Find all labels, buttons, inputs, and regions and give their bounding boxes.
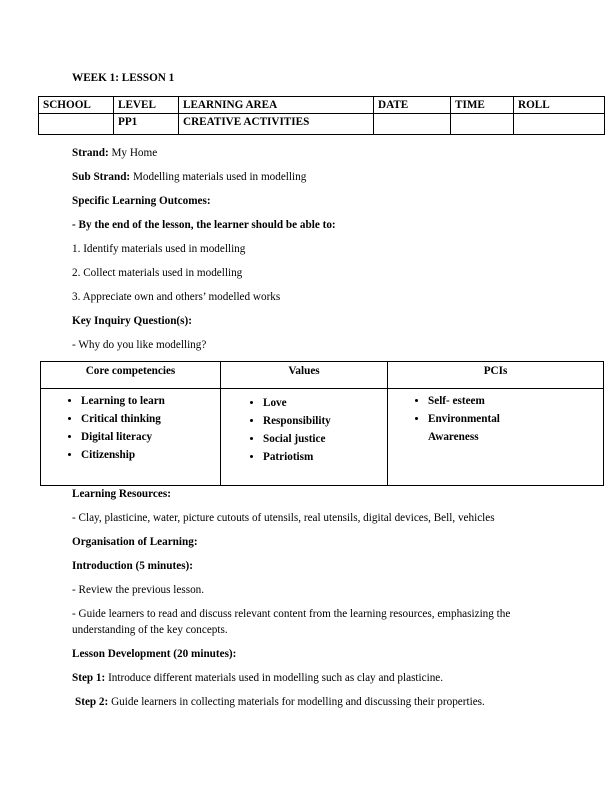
header-learning-area: LEARNING AREA — [179, 97, 374, 114]
list-item: • Self- esteem — [428, 392, 528, 410]
outcome-item: 2. Collect materials used in modelling — [72, 267, 243, 279]
intro-item-line: - Guide learners to read and discuss relevant content from the learning resources, emphasizing the — [72, 608, 511, 620]
value-level: PP1 — [114, 114, 179, 135]
inquiry-question: - Why do you like modelling? — [72, 339, 207, 351]
header-school: SCHOOL — [39, 97, 114, 114]
header-date: DATE — [374, 97, 451, 114]
strand-label: Strand: — [72, 147, 109, 159]
list-item: • Social justice — [263, 430, 387, 448]
resources-title: Learning Resources: — [72, 488, 171, 500]
competency-header-row — [41, 362, 604, 389]
sub-strand-value: Modelling materials used in modelling — [130, 171, 307, 183]
lesson-heading: WEEK 1: LESSON 1 — [72, 72, 175, 84]
introduction-title: Introduction (5 minutes): — [72, 560, 193, 572]
development-title: Lesson Development (20 minutes): — [72, 648, 237, 660]
value-time — [451, 114, 514, 135]
outcomes-title: Specific Learning Outcomes: — [72, 195, 211, 207]
list-item: • Responsibility — [263, 412, 387, 430]
header-roll: ROLL — [514, 97, 605, 114]
header-pcis: PCIs — [388, 362, 604, 389]
list-item: • Critical thinking — [81, 410, 220, 428]
core-competencies-cell — [41, 389, 221, 486]
strand-line — [72, 147, 157, 159]
sub-strand-line — [72, 171, 306, 183]
competency-body-row — [41, 389, 604, 486]
step-2-line — [75, 696, 485, 708]
lesson-info-table — [38, 96, 605, 135]
list-item: • Citizenship — [81, 446, 220, 464]
list-item: • Digital literacy — [81, 428, 220, 446]
organisation-title: Organisation of Learning: — [72, 536, 198, 548]
step-1-line — [72, 672, 443, 684]
resources-text: - Clay, plasticine, water, picture cutouts of utensils, real utensils, digital devices, Bell, vehicles — [72, 512, 495, 524]
sub-strand-label: Sub Strand: — [72, 171, 131, 183]
values-cell — [221, 389, 388, 486]
step-1-label: Step 1: — [72, 672, 106, 684]
step-1-text: Introduce different materials used in modelling such as clay and plasticine. — [105, 672, 444, 684]
value-roll — [514, 114, 605, 135]
list-item: • Environmental Awareness — [428, 410, 528, 446]
list-item: • Patriotism — [263, 448, 387, 466]
outcome-item: 1. Identify materials used in modelling — [72, 243, 246, 255]
value-learning-area: CREATIVE ACTIVITIES — [179, 114, 374, 135]
info-value-row — [39, 114, 605, 135]
outcomes-intro: - By the end of the lesson, the learner should be able to: — [72, 219, 336, 231]
intro-item-line: understanding of the key concepts. — [72, 624, 228, 636]
strand-value: My Home — [108, 147, 158, 159]
header-core-competencies: Core competencies — [41, 362, 221, 389]
step-2-text: Guide learners in collecting materials for modelling and discussing their properties. — [108, 696, 485, 708]
inquiry-title: Key Inquiry Question(s): — [72, 315, 192, 327]
header-level: LEVEL — [114, 97, 179, 114]
pcis-cell — [388, 389, 604, 486]
intro-item: - Review the previous lesson. — [72, 584, 205, 596]
list-item: • Love — [263, 394, 387, 412]
header-values: Values — [221, 362, 388, 389]
list-item: • Learning to learn — [81, 392, 220, 410]
header-time: TIME — [451, 97, 514, 114]
values-list — [221, 394, 387, 466]
value-school — [39, 114, 114, 135]
competency-table — [40, 361, 604, 486]
pcis-list — [388, 392, 528, 446]
core-competencies-list — [41, 392, 220, 464]
outcome-item: 3. Appreciate own and others’ modelled works — [72, 291, 281, 303]
step-2-label: Step 2: — [75, 696, 109, 708]
info-header-row — [39, 97, 605, 114]
value-date — [374, 114, 451, 135]
